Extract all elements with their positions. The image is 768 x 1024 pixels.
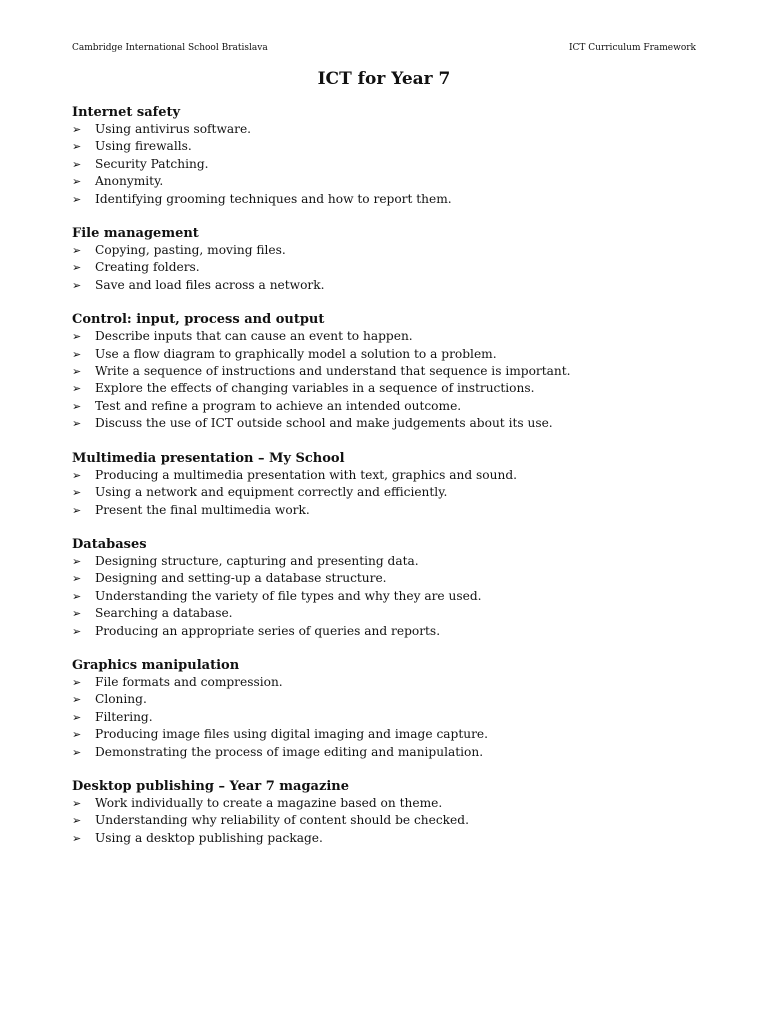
section-file-management — [72, 225, 696, 294]
list-item-text: File formats and compression. — [95, 674, 283, 689]
arrowhead-bullet-icon: ➢ — [72, 278, 82, 292]
arrowhead-bullet-icon: ➢ — [72, 503, 82, 517]
section-internet-safety — [72, 104, 696, 208]
list-item-text: Use a flow diagram to graphically model a solution to a problem. — [95, 346, 497, 361]
section-heading: Databases — [72, 536, 147, 552]
arrowhead-bullet-icon: ➢ — [72, 399, 82, 413]
list-item-text: Filtering. — [95, 709, 153, 724]
arrowhead-bullet-icon: ➢ — [72, 675, 82, 689]
header-document-name: ICT Curriculum Framework — [568, 43, 696, 53]
list-item-text: Work individually to create a magazine based on theme. — [95, 795, 443, 810]
arrowhead-bullet-icon: ➢ — [72, 572, 82, 586]
arrowhead-bullet-icon: ➢ — [72, 710, 82, 724]
arrowhead-bullet-icon: ➢ — [72, 831, 82, 845]
list-item-text: Using a desktop publishing package. — [95, 830, 323, 845]
list-item — [72, 726, 696, 743]
arrowhead-bullet-icon: ➢ — [72, 796, 82, 810]
list-item-text: Write a sequence of instructions and understand that sequence is important. — [95, 364, 571, 379]
list-item-text: Understanding the variety of file types and why they are used. — [95, 588, 482, 603]
curriculum-sections — [72, 104, 696, 847]
list-item — [72, 467, 696, 484]
section-item-list — [72, 795, 696, 847]
list-item-text: Producing an appropriate series of queries and reports. — [95, 623, 441, 638]
list-item-text: Anonymity. — [95, 174, 164, 189]
list-item-text: Searching a database. — [95, 606, 233, 621]
list-item-text: Designing structure, capturing and presenting data. — [95, 553, 419, 568]
list-item-text: Test and refine a program to achieve an intended outcome. — [95, 398, 462, 413]
list-item-text: Save and load files across a network. — [95, 277, 325, 292]
list-item-text: Demonstrating the process of image editing and manipulation. — [95, 744, 484, 759]
list-item-text: Designing and setting-up a database structure. — [95, 571, 387, 586]
arrowhead-bullet-icon: ➢ — [72, 157, 82, 171]
list-item — [72, 191, 696, 208]
section-heading: Multimedia presentation – My School — [72, 450, 345, 466]
section-heading: Control: input, process and output — [72, 312, 325, 328]
arrowhead-bullet-icon: ➢ — [72, 365, 82, 379]
section-item-list — [72, 674, 696, 761]
list-item — [72, 674, 696, 691]
list-item-text: Identifying grooming techniques and how to report them. — [95, 191, 452, 206]
list-item — [72, 398, 696, 415]
list-item — [72, 277, 696, 294]
list-item — [72, 484, 696, 501]
arrowhead-bullet-icon: ➢ — [72, 486, 82, 500]
section-item-list — [72, 553, 696, 640]
list-item — [72, 588, 696, 605]
list-item — [72, 363, 696, 380]
arrowhead-bullet-icon: ➢ — [72, 123, 82, 136]
arrowhead-bullet-icon: ➢ — [72, 244, 82, 258]
list-item — [72, 553, 696, 570]
list-item — [72, 812, 696, 829]
list-item-text: Understanding why reliability of content should be checked. — [95, 813, 469, 828]
section-item-list — [72, 121, 696, 208]
section-heading: Desktop publishing – Year 7 magazine — [72, 778, 349, 794]
arrowhead-bullet-icon: ➢ — [72, 624, 82, 638]
list-item — [72, 570, 696, 587]
section-graphics-manipulation — [72, 657, 696, 761]
list-item — [72, 709, 696, 726]
page-header — [72, 42, 696, 54]
list-item — [72, 830, 696, 847]
arrowhead-bullet-icon: ➢ — [72, 261, 82, 275]
list-item-text: Creating folders. — [95, 260, 200, 275]
list-item-text: Describe inputs that can cause an event to happen. — [95, 329, 413, 344]
arrowhead-bullet-icon: ➢ — [72, 175, 82, 189]
list-item-text: Cloning. — [95, 692, 147, 707]
arrowhead-bullet-icon: ➢ — [72, 382, 82, 396]
section-databases — [72, 536, 696, 640]
arrowhead-bullet-icon: ➢ — [72, 347, 82, 361]
arrowhead-bullet-icon: ➢ — [72, 814, 82, 828]
section-heading: Graphics manipulation — [72, 657, 240, 673]
list-item — [72, 259, 696, 276]
arrowhead-bullet-icon: ➢ — [72, 468, 82, 482]
section-heading: File management — [72, 226, 199, 242]
list-item — [72, 795, 696, 812]
arrowhead-bullet-icon: ➢ — [72, 192, 82, 206]
list-item-text: Using antivirus software. — [95, 122, 252, 136]
arrowhead-bullet-icon: ➢ — [72, 140, 82, 154]
arrowhead-bullet-icon: ➢ — [72, 554, 82, 568]
list-item-text: Explore the effects of changing variables in a sequence of instructions. — [95, 381, 535, 396]
section-item-list — [72, 467, 696, 519]
section-item-list — [72, 242, 696, 294]
list-item — [72, 380, 696, 397]
arrowhead-bullet-icon: ➢ — [72, 607, 82, 621]
page-title: ICT for Year 7 — [317, 69, 451, 89]
section-control — [72, 311, 696, 432]
arrowhead-bullet-icon: ➢ — [72, 693, 82, 707]
list-item-text: Using firewalls. — [95, 139, 192, 154]
list-item-text: Producing a multimedia presentation with text, graphics and sound. — [95, 467, 518, 482]
list-item-text: Security Patching. — [95, 156, 209, 171]
section-multimedia-presentation — [72, 450, 696, 519]
arrowhead-bullet-icon: ➢ — [72, 745, 82, 759]
list-item-text: Present the final multimedia work. — [95, 502, 310, 517]
list-item — [72, 328, 696, 345]
list-item — [72, 346, 696, 363]
list-item — [72, 605, 696, 622]
section-heading: Internet safety — [72, 105, 181, 120]
list-item — [72, 415, 696, 432]
list-item-text: Using a network and equipment correctly and efficiently. — [95, 485, 448, 500]
list-item-text: Producing image files using digital imaging and image capture. — [95, 727, 488, 742]
section-item-list — [72, 328, 696, 432]
list-item — [72, 138, 696, 155]
arrowhead-bullet-icon: ➢ — [72, 728, 82, 742]
list-item — [72, 502, 696, 519]
arrowhead-bullet-icon: ➢ — [72, 330, 82, 344]
list-item — [72, 242, 696, 259]
arrowhead-bullet-icon: ➢ — [72, 589, 82, 603]
list-item — [72, 691, 696, 708]
list-item — [72, 121, 696, 138]
arrowhead-bullet-icon: ➢ — [72, 417, 82, 431]
header-school-name: Cambridge International School Bratislava — [72, 43, 268, 53]
list-item — [72, 744, 696, 761]
list-item-text: Discuss the use of ICT outside school and make judgements about its use. — [95, 416, 553, 431]
list-item — [72, 173, 696, 190]
list-item — [72, 623, 696, 640]
list-item-text: Copying, pasting, moving files. — [95, 243, 286, 258]
list-item — [72, 156, 696, 173]
section-desktop-publishing — [72, 778, 696, 847]
